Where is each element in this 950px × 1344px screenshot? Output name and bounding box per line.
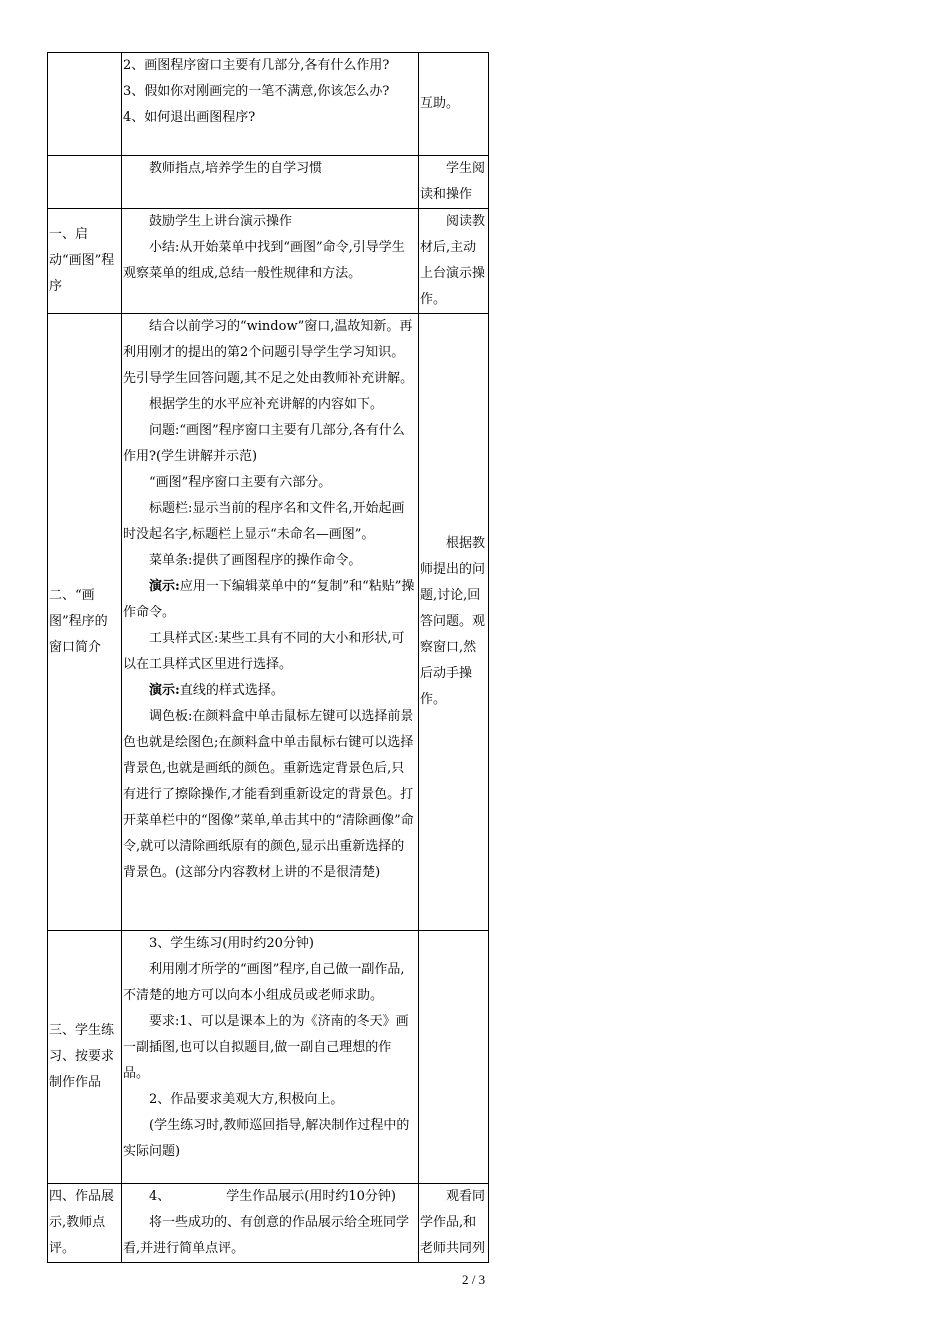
section-heading xyxy=(122,1184,418,1210)
teacher-activity-cell xyxy=(122,314,419,931)
table-row xyxy=(48,53,489,156)
section-number: 4、 xyxy=(149,1189,171,1204)
teacher-text: 利用刚才所学的“画图”程序,自己做一副作品,不清楚的地方可以向本小组成员或老师求助。 xyxy=(123,962,405,1003)
demo-paragraph xyxy=(122,574,418,626)
teacher-activity-cell xyxy=(122,53,419,156)
teacher-text: 要求:1、可以是课本上的为《济南的冬天》画一副插图,也可以自拟题目,做一副自己理想的作品。 xyxy=(123,1014,409,1081)
teacher-text: 应用一下编辑菜单中的“复制”和“粘贴”操作命令。 xyxy=(123,579,415,620)
teacher-activity-cell xyxy=(122,156,419,209)
question-2: 2、画图程序窗口主要有几部分,各有什么作用? xyxy=(123,58,390,73)
student-activity-text: 观看同学作品,和老师共同列 xyxy=(420,1189,486,1256)
page-number: 2 / 3 xyxy=(462,1272,486,1287)
table-row xyxy=(48,314,489,931)
section-title: 学生作品展示(用时约10分钟) xyxy=(226,1189,396,1204)
teacher-activity-cell xyxy=(122,931,419,1184)
teacher-text: 鼓励学生上讲台演示操作 xyxy=(149,214,293,229)
stage-cell xyxy=(48,209,122,314)
teacher-text: 根据学生的水平应补充讲解的内容如下。 xyxy=(149,397,384,412)
lesson-plan-table xyxy=(47,52,489,1263)
teacher-text: 问题:“画图”程序窗口主要有几部分,各有什么作用?(学生讲解并示范) xyxy=(123,423,405,464)
teacher-text: 工具样式区:某些工具有不同的大小和形状,可以在工具样式区里进行选择。 xyxy=(123,631,405,672)
stage-title: 三、学生练习、按要求制作作品 xyxy=(49,1023,115,1090)
teacher-text: 小结:从开始菜单中找到“画图”命令,引导学生观察菜单的组成,总结一般性规律和方法。 xyxy=(123,240,405,281)
table-row xyxy=(48,931,489,1184)
stage-cell xyxy=(48,1184,122,1263)
teacher-text: 调色板:在颜料盒中单击鼠标左键可以选择前景色也就是绘图色;在颜料盒中单击鼠标右键可以选择背景色,也就是画纸的颜色。重新选定背景色后,只有进行了擦除操作,才能看到重新设定的背景色。打开菜单栏中的“图像”菜单,单击其中的“清除画像”命令,就可以清除画纸原有的颜色,显示出重新选择的背景色。(这部分内容教材上讲的不是很清楚) xyxy=(123,709,414,880)
demo-label: 演示: xyxy=(149,579,180,594)
stage-cell xyxy=(48,53,122,156)
teacher-text: (学生练习时,教师巡回指导,解决制作过程中的实际问题) xyxy=(123,1118,410,1159)
student-activity-cell xyxy=(419,156,489,209)
teacher-text: 2、作品要求美观大方,积极向上。 xyxy=(149,1092,344,1107)
stage-cell xyxy=(48,931,122,1184)
demo-paragraph xyxy=(122,678,418,704)
student-activity-cell xyxy=(419,314,489,931)
teacher-text: 直线的样式选择。 xyxy=(179,683,284,698)
stage-title: 二、“画图”程序的窗口简介 xyxy=(49,588,108,655)
student-activity-text: 互助。 xyxy=(420,96,460,111)
student-activity-cell xyxy=(419,931,489,1184)
question-3: 3、假如你对刚画完的一笔不满意,你该怎么办? xyxy=(123,84,390,99)
stage-cell xyxy=(48,156,122,209)
teacher-text: “画图”程序窗口主要有六部分。 xyxy=(149,475,332,490)
teacher-text: 教师指点,培养学生的自学习惯 xyxy=(149,161,323,176)
student-activity-cell xyxy=(419,209,489,314)
question-4: 4、如何退出画图程序? xyxy=(123,110,256,125)
student-activity-cell xyxy=(419,1184,489,1263)
stage-cell xyxy=(48,314,122,931)
table-row xyxy=(48,156,489,209)
teacher-text: 结合以前学习的“window”窗口,温故知新。再利用刚才的提出的第2个问题引导学生学习知识。先引导学生回答问题,其不足之处由教师补充讲解。 xyxy=(123,319,414,386)
student-activity-text: 根据教师提出的问题,讨论,回答问题。观察窗口,然后动手操作。 xyxy=(420,536,486,707)
demo-label: 演示: xyxy=(149,683,180,698)
stage-title: 一、启动“画图”程序 xyxy=(49,227,115,294)
stage-title: 四、作品展示,教师点评。 xyxy=(49,1189,115,1256)
teacher-text: 标题栏:显示当前的程序名和文件名,开始起画时没起名字,标题栏上显示“未命名—画图”。 xyxy=(123,501,405,542)
teacher-activity-cell xyxy=(122,1184,419,1263)
teacher-text: 菜单条:提供了画图程序的操作命令。 xyxy=(149,553,362,568)
table-row xyxy=(48,209,489,314)
teacher-text: 将一些成功的、有创意的作品展示给全班同学看,并进行简单点评。 xyxy=(123,1215,410,1256)
student-activity-text: 学生阅读和操作 xyxy=(420,161,486,202)
table-row xyxy=(48,1184,489,1263)
teacher-activity-cell xyxy=(122,209,419,314)
student-activity-text: 阅读教材后,主动上台演示操作。 xyxy=(420,214,486,307)
teacher-text: 3、学生练习(用时约20分钟) xyxy=(149,936,314,951)
student-activity-cell xyxy=(419,53,489,156)
